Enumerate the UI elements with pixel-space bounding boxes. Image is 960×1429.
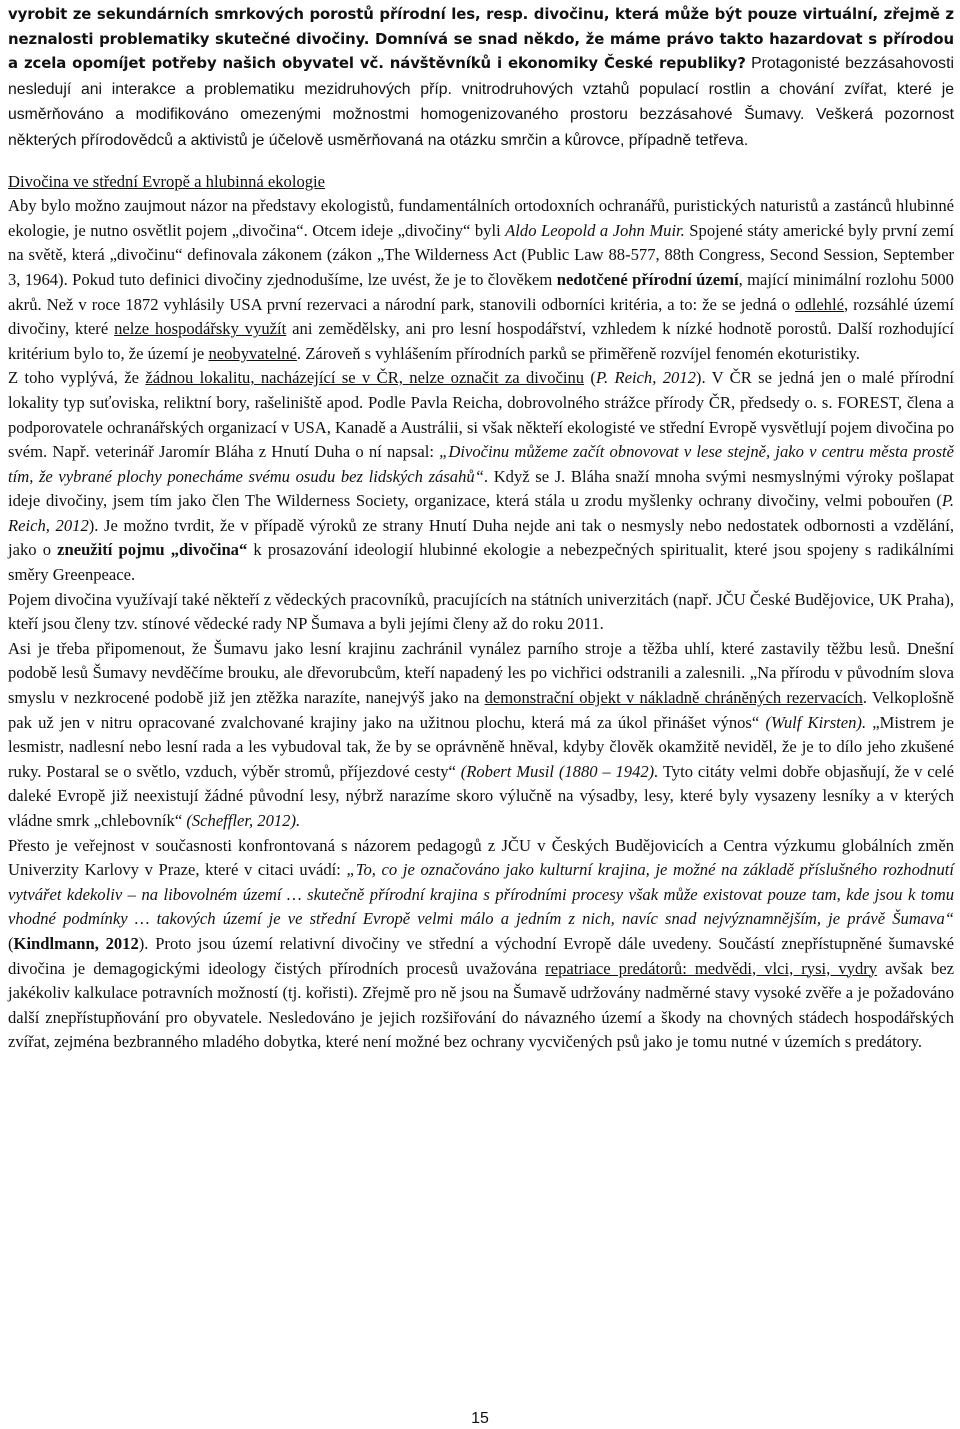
bold-citation: Kindlmann, 2012 <box>13 933 139 953</box>
italic-citation: P. Reich, 2012 <box>595 368 696 388</box>
document-page <box>8 2 954 1055</box>
text: Spojené státy americké byly první zemí na světě, která „divočinu“ definovala zákonem (zákon „The Wilderness Act (Public Law 88-577, 88th Congress, Second Session, September 3, 1964). Pokud tuto definici divočiny zjednodušíme, lze uvést, že je to člověkem <box>8 220 954 289</box>
intro-text: Protagonisté bezzásahovosti nesledují ani interakce a problematiku mezidruhových příp. vnitrodruhových vztahů populací rostlin a chování zvířat, které je usměrňováno a modifikováno omezenými možnostmi homogenizovaného prostoru bezzásahové Šumavy. Veškerá pozornost některých přírodovědců a aktivistů je účelově usměrňovaná na otázku smrčin a kůrovce, případně tetřeva. <box>8 55 954 149</box>
text: . Velkoplošně pak už jen v nitru opracované zvalchované krajiny jako na užitnou plochu, která má za úkol přinášet výnos“ <box>8 688 954 732</box>
text: avšak bez jakékoliv kalkulace potravních možností (tj. kořisti). Zřejmě pro ně jsou na Šumavě udržovány nadměrné stavy vysoké zvěře a je požadováno další znepřístupňování pro obyvatele. Nesledováno je jejich rozšiřování do návazného území a škody na chovných stádech hospodářských zvířat, zejména bezbranného mladého dobytka, které není možné bez ochrany vycvičených psů jako je tomu nutné v územích s predátory. <box>8 958 954 1052</box>
paragraph-predators <box>8 834 954 1055</box>
paragraph-sumava-history <box>8 637 954 834</box>
underlined-text: neobyvatelné <box>208 343 297 363</box>
intro-bold-text: vyrobit ze sekundárních smrkových porostů přírodní les, resp. divočinu, která může být pouze virtuální, zřejmě z neznalosti problematiky skutečné divočiny. Domnívá se snad někdo, že máme právo takto hazardovat s přírodou a zcela opomíjet potřeby našich obyvatel vč. návštěvníků i ekonomiky České republiky? <box>8 5 954 73</box>
intro-paragraph <box>8 2 954 154</box>
text: . Zároveň s vyhlášením přírodních parků se přiměřeně rozvíjel fenomén ekoturistiky. <box>296 343 860 363</box>
text: ). Je možno tvrdit, že v případě výroků ze strany Hnutí Duha nejde ani tak o nesmysly nebo nedostatek odbornosti a vzdělání, jako o <box>8 515 954 560</box>
text: , rozsáhlé území divočiny, které <box>8 294 954 339</box>
bold-text: nedotčené přírodní území <box>556 269 739 289</box>
italic-quote: „Divočinu můžeme začít obnovovat v lese stejně, jako v centru města prostě tím, že vybrané plochy ponecháme svému osudu bez lidských zásahů“ <box>8 442 955 486</box>
text: Přesto je veřejnost v současnosti konfrontovaná s názorem pedagogů z JČU v Českých Budějovicích a Centra výzkumu globálních změn Univerzity Karlovy v Praze, které v citaci uvádí: <box>8 835 954 880</box>
paragraph-czech-republic <box>8 366 954 587</box>
text: ( <box>584 368 596 388</box>
text: Tyto citáty velmi dobře objasňují, že v celé daleké Evropě již neexistují žádné původní lesy, nýbrž narazíme skoro výlučně na výsadby, lesy, které byly vysazeny lesníky a v kterých vládne smrk „chlebovník“ <box>8 761 954 830</box>
bold-text: zneužití pojmu „divočina“ <box>57 540 248 560</box>
text: . Když se J. Bláha snaží mnoha svými nesmyslnými výroky pošlapat ideje divočiny, jsem tím jako člen The Wilderness Society, organizace, která stála u zrodu myšlenky ochrany divočiny, velmi pobouřen ( <box>8 466 954 511</box>
italic-text: Aldo Leopold a John Muir. <box>505 220 685 240</box>
underlined-text: žádnou lokalitu, nacházející se v ČR, nelze označit za divočinu <box>145 368 585 388</box>
underlined-text: odlehlé <box>795 294 844 314</box>
text: Aby bylo možno zaujmout názor na představy ekologistů, fundamentálních ortodoxních ochranářů, puristických naturistů a zastánců hlubinné ekologie, je nutno osvětlit pojem „divočina“. Otcem ideje „divočiny“ byli <box>8 196 954 240</box>
text: Z toho vyplývá, že <box>8 368 146 388</box>
text: k prosazování ideologií hlubinné ekologie a nebezpečných spiritualit, které jsou spojeny s radikálními směry Greenpeace. <box>8 540 954 585</box>
text: Asi je třeba připomenout, že Šumavu jako lesní krajinu zachránil vynález parního stroje a těžba uhlí, které zastavily těžbu lesů. Dnešní podobě lesů Šumavy nevděčíme brouku, ale dřevorubcům, kteří napadený les po vichřici odstranili a zalesnili. „Na přírodu v původním slova smyslu v nezkrocené podobě již jen ztěžka narazíte, nanejvýš jako na <box>8 638 954 708</box>
text: ( <box>8 933 14 953</box>
text: , mající minimální rozlohu 5000 akrů. Než v roce 1872 vyhlásily USA první rezervaci a národní park, stanovili odborníci kritéria, a to: že se jedná o <box>8 269 954 314</box>
text: ani zemědělsky, ani pro lesní hospodářství, vzhledem k nízké hodnotě porostů. Další rozhodující kritérium bylo to, že území je <box>8 319 954 363</box>
italic-citation: P. Reich, 2012 <box>8 491 954 535</box>
italic-citation: (Wulf Kirsten). <box>765 712 867 732</box>
text: „Mistrem je lesmistr, nadlesní nebo lesní rada a les vybudoval tak, že by se oprávněně hněval, kdyby člověk okamžitě neviděl, že je to dílo jeho zkušené ruky. Postaral se o světlo, vzduch, výběr stromů, příjezdové cesty“ <box>8 712 954 781</box>
text: ). V ČR se jedná jen o malé přírodní lokality typ suťoviska, reliktní bory, rašeliniště apod. Podle Pavla Reicha, dobrovolného strážce přírody ČR, předsedy o. s. FOREST, člena a podporovatele ochranářských organizací v USA, Kanadě a Austrálii, si však někteří ekologisté ve střední Evropě vysvětlují pojem divočina po svém. Např. veterinář Jaromír Bláha z Hnutí Duha o ní napsal: <box>8 368 954 462</box>
italic-quote: „To, co je označováno jako kulturní krajina, je možné na základě příslušného rozhodnutí vytvářet kdekoliv – na libovolném území … skutečně přírodní krajina s přírodními procesy však může existovat pouze tam, kde jsou k tomu vhodné podmínky … takových území je ve střední Evropě velmi málo a jedním z nich, navíc snad nejvýznamnějším, je právě Šumava“ <box>8 860 954 929</box>
paragraph-definition <box>8 194 954 366</box>
underlined-text: repatriace predátorů: medvědi, vlci, rysi, vydry <box>545 958 878 978</box>
italic-citation: (Robert Musil (1880 – 1942). <box>460 761 659 781</box>
text: ). Proto jsou území relativní divočiny ve střední a východní Evropě dále uvedeny. Součástí znepřístupněné šumavské divočina je demagogickými ideology čistých přírodních procesů uvažována <box>8 933 954 978</box>
page-number: 15 <box>471 1410 489 1427</box>
section-heading: Divočina ve střední Evropě a hlubinná ekologie <box>8 171 326 191</box>
underlined-text: nelze hospodářsky využít <box>114 319 287 339</box>
italic-citation: (Scheffler, 2012). <box>186 811 301 830</box>
paragraph-scientists: Pojem divočina využívají také někteří z vědeckých pracovníků, pracujících na státních univerzitách (např. JČU České Budějovice, UK Praha), kteří jsou členy tzv. stínové vědecké rady NP Šumava a byli jejími členy až do roku 2011. <box>8 589 954 634</box>
underlined-text: demonstrační objekt v nákladně chráněných rezervacích <box>484 688 863 708</box>
